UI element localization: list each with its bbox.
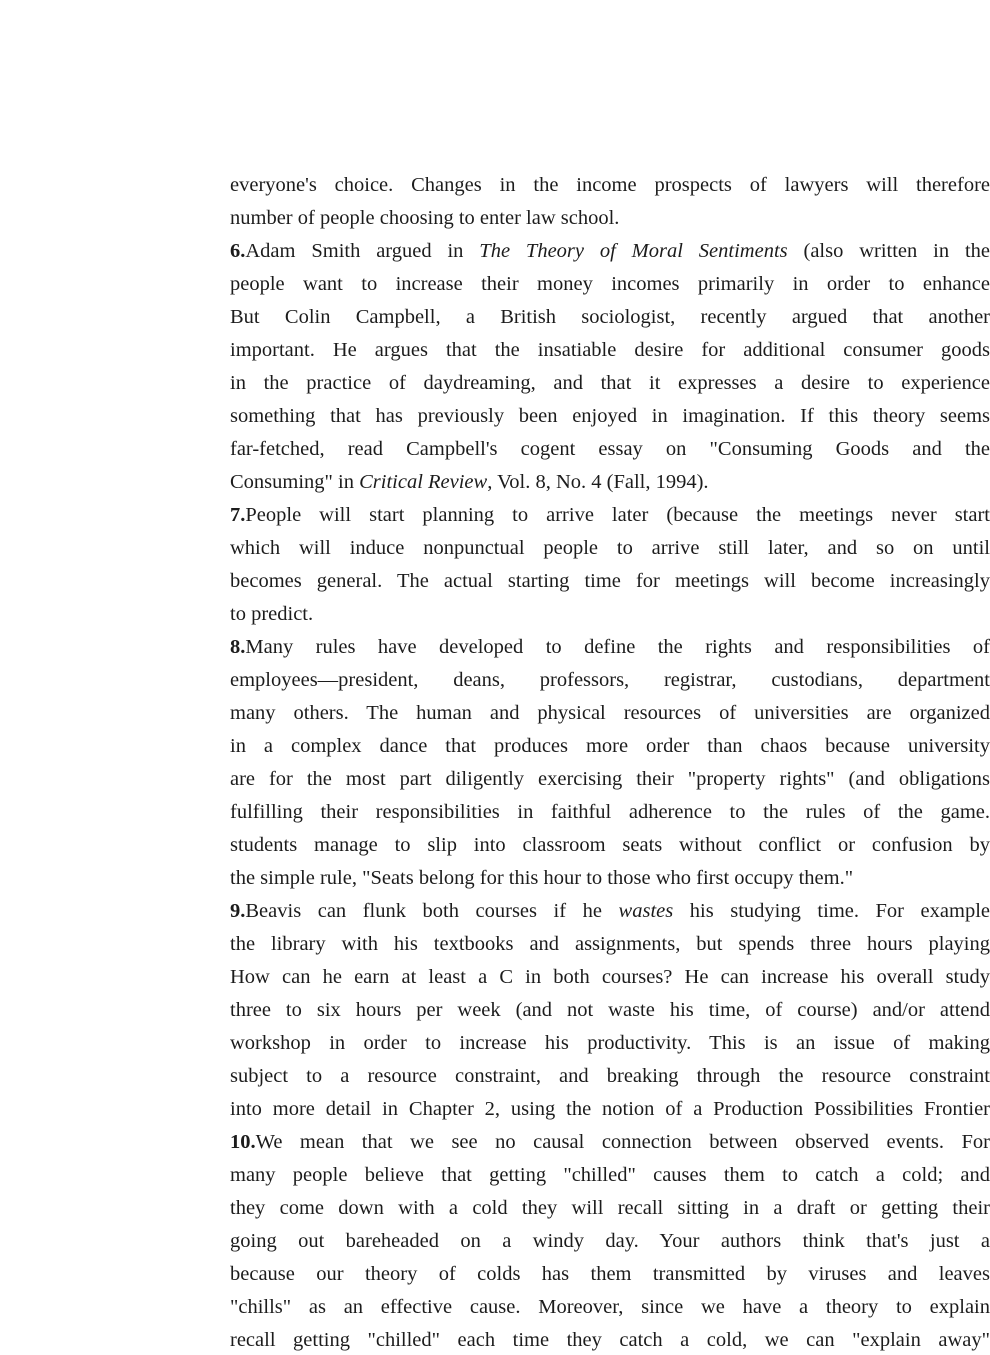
- answer-number: 7.: [230, 504, 246, 526]
- answer-number: 6.: [230, 240, 246, 262]
- text-line: which will induce nonpunctual people to arrive still later, and so on until: [230, 537, 990, 559]
- text-line: But Colin Campbell, a British sociologist, recently argued that another: [230, 306, 990, 328]
- text-line: the library with his textbooks and assignments, but spends three hours playing: [230, 933, 990, 955]
- text-line: going out bareheaded on a windy day. Your authors think that's just a: [230, 1230, 990, 1252]
- text-line: the simple rule, "Seats belong for this hour to those who first occupy them.": [230, 867, 854, 889]
- text-line: many others. The human and physical resources of universities are organized: [230, 702, 990, 724]
- text-line: Consuming" in Critical Review, Vol. 8, No. 4 (Fall, 1994).: [230, 471, 709, 493]
- text-line: fulfilling their responsibilities in faithful adherence to the rules of the game.: [230, 801, 990, 823]
- text-line: students manage to slip into classroom seats without conflict or confusion by: [230, 834, 990, 856]
- answer-10-first-line: 10.We mean that we see no causal connection between observed events. For: [230, 1131, 990, 1153]
- answer-7-first-line: 7.People will start planning to arrive later (because the meetings never start: [230, 504, 990, 526]
- answer-number: 8.: [230, 636, 246, 658]
- text-line: number of people choosing to enter law school.: [230, 207, 620, 229]
- book-title: The Theory of Moral Sentiments: [479, 240, 788, 262]
- answer-9-first-line: 9.Beavis can flunk both courses if he wastes his studying time. For example: [230, 900, 990, 922]
- text-line: everyone's choice. Changes in the income prospects of lawyers will therefore: [230, 174, 990, 196]
- text-line: important. He argues that the insatiable desire for additional consumer goods: [230, 339, 990, 361]
- text-line: many people believe that getting "chilled" causes them to catch a cold; and: [230, 1164, 990, 1186]
- text-line: employees—president, deans, professors, registrar, custodians, department: [230, 669, 990, 691]
- answer-number: 9.: [230, 900, 246, 922]
- text-line: "chills" as an effective cause. Moreover, since we have a theory to explain: [230, 1296, 990, 1318]
- text-line-cut-off: recall getting "chilled" each time they catch a cold, we can "explain away": [230, 1329, 990, 1351]
- text-line: are for the most part diligently exercising their "property rights" (and obligations: [230, 768, 990, 790]
- text-line: they come down with a cold they will recall sitting in a draft or getting their: [230, 1197, 990, 1219]
- text-line: far-fetched, read Campbell's cogent essay on "Consuming Goods and the: [230, 438, 990, 460]
- text-line: in the practice of daydreaming, and that it expresses a desire to experience: [230, 372, 990, 394]
- text-line: in a complex dance that produces more order than chaos because university: [230, 735, 990, 757]
- emphasis: wastes: [618, 900, 674, 922]
- answer-6-first-line: 6.Adam Smith argued in The Theory of Moral Sentiments (also written in the: [230, 240, 990, 262]
- text-line: three to six hours per week (and not waste his time, of course) and/or attend: [230, 999, 990, 1021]
- answer-number: 10.: [230, 1131, 256, 1153]
- text-line: How can he earn at least a C in both courses? He can increase his overall study: [230, 966, 990, 988]
- journal-title: Critical Review: [359, 471, 488, 493]
- answer-8-first-line: 8.Many rules have developed to define the rights and responsibilities of: [230, 636, 990, 658]
- text-line: becomes general. The actual starting time for meetings will become increasingly: [230, 570, 990, 592]
- text-line: subject to a resource constraint, and breaking through the resource constraint: [230, 1065, 990, 1087]
- text-line: people want to increase their money incomes primarily in order to enhance: [230, 273, 990, 295]
- text-line: workshop in order to increase his productivity. This is an issue of making: [230, 1032, 990, 1054]
- text-line: to predict.: [230, 603, 314, 625]
- text-line: because our theory of colds has them transmitted by viruses and leaves: [230, 1263, 990, 1285]
- text-line: something that has previously been enjoyed in imagination. If this theory seems: [230, 405, 990, 427]
- text-line: into more detail in Chapter 2, using the notion of a Production Possibilities Frontier: [230, 1098, 990, 1120]
